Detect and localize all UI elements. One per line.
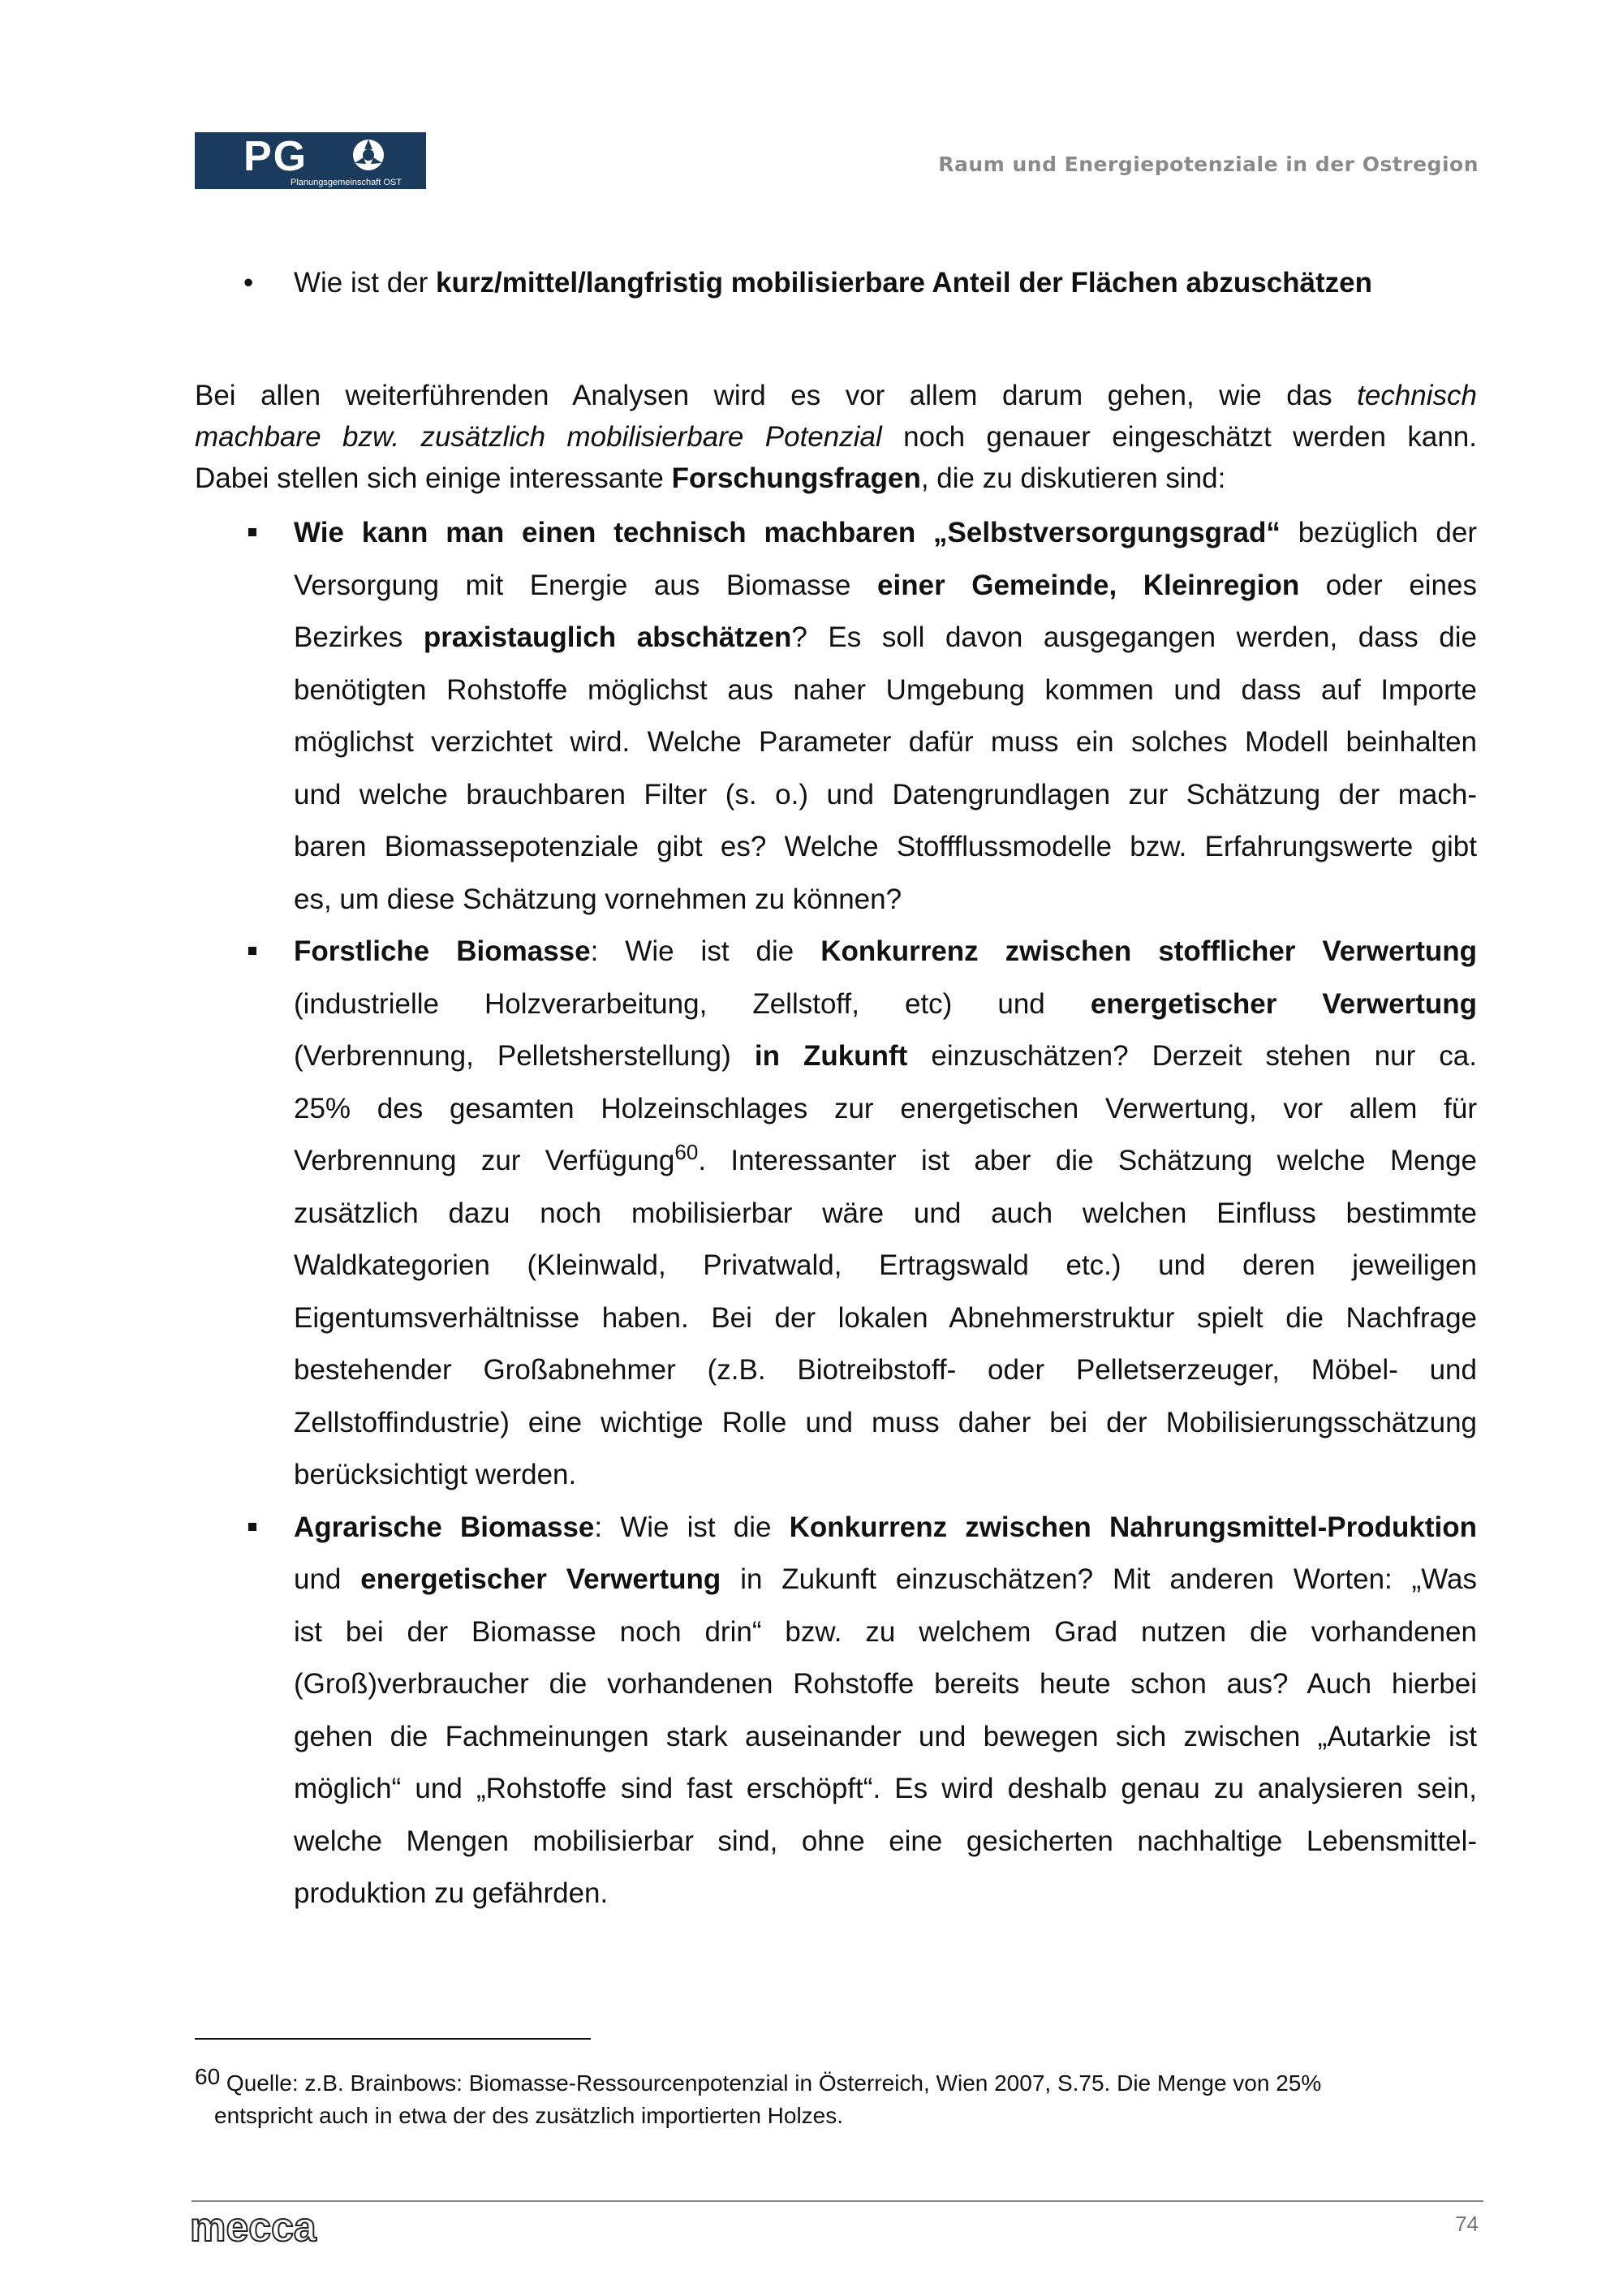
italic-run: technisch	[1357, 380, 1477, 411]
footnote-line-1: Quelle: z.B. Brainbows: Biomasse-Ressourcenpotenzial in Österreich, Wien 2007, S.75. Die Menge von 25%	[220, 2070, 1322, 2096]
bold-run: in Zukunft	[754, 1040, 908, 1072]
bold-run: energetischer Verwertung	[360, 1563, 721, 1595]
bold-run: praxistauglich abschätzen	[423, 621, 792, 653]
bold-run: einer Gemeinde, Kleinregion	[877, 569, 1300, 601]
logo-wheel-icon	[351, 137, 386, 173]
text-run: , die zu diskutieren sind:	[920, 462, 1226, 494]
text-run: Dabei stellen sich einige interessante	[195, 462, 672, 494]
item-line	[294, 560, 1477, 613]
item-line	[294, 1135, 1477, 1188]
item-line	[294, 978, 1477, 1031]
text-run: Bei allen weiterführenden Analysen wird es vor allem darum gehen, wie das	[195, 380, 1358, 411]
item-line: Waldkategorien (Kleinwald, Privatwald, Ertragswald etc.) und deren jeweiligen	[294, 1249, 1477, 1281]
text-run: : Wie ist die	[590, 935, 821, 967]
item-line	[294, 612, 1477, 664]
item-line: möglich“ und „Rohstoffe sind fast erschöpft“. Es wird deshalb genau zu analysieren sein,	[294, 1773, 1477, 1804]
pgo-logo	[195, 132, 426, 189]
text-run: in Zukunft einzuschätzen? Mit anderen Worten: „Was	[721, 1563, 1477, 1595]
text-run: . Interessanter ist aber die Schätzung welche Menge	[698, 1145, 1477, 1176]
bold-run: Agrarische Biomasse	[294, 1511, 595, 1543]
item-line: benötigten Rohstoffe möglichst aus naher Umgebung kommen und dass auf Importe	[294, 673, 1477, 706]
item-line	[294, 507, 1477, 560]
item-line: möglichst verzichtet wird. Welche Parameter dafür muss ein solches Modell beinhalten	[294, 726, 1477, 758]
lead-bold: kurz/mittel/langfristig mobilisierbare Anteil der Flächen abzuschätzen	[436, 267, 1373, 299]
footnote-number: 60	[195, 2064, 221, 2089]
text-run: (industrielle Holzverarbeitung, Zellstoff, etc) und	[294, 987, 1091, 1020]
item-line	[294, 1554, 1477, 1606]
item-line: 25% des gesamten Holzeinschlages zur energetischen Verwertung, vor allem für	[294, 1092, 1477, 1124]
italic-run: machbare bzw. zusätzlich mobilisierbare Potenzial	[195, 421, 882, 453]
item-line: zusätzlich dazu noch mobilisierbar wäre und auch welchen Einfluss bestimmte	[294, 1197, 1477, 1229]
mecca-logo	[187, 2205, 373, 2254]
list-item	[195, 507, 1477, 926]
item-line: gehen die Fachmeinungen stark auseinander und bewegen sich zwischen „Autarkie ist	[294, 1720, 1477, 1752]
text-run: Bezirkes	[294, 621, 424, 653]
footer-divider	[192, 2200, 1483, 2202]
bold-run: Wie kann man einen technisch machbaren „Selbstversorgungsgrad“	[294, 517, 1281, 548]
item-line: Eigentumsverhältnisse haben. Bei der lokalen Abnehmerstruktur spielt die Nachfrage	[294, 1301, 1477, 1334]
mecca-logo-text: mecca	[190, 2205, 316, 2250]
footnote-line-2: entspricht auch in etwa der des zusätzlich importierten Holzes.	[214, 2103, 844, 2128]
item-line	[294, 1030, 1477, 1083]
page-header-title: Raum und Energiepotenziale in der Ostregion	[938, 153, 1479, 176]
item-line: Zellstoffindustrie) eine wichtige Rolle und muss daher bei der Mobilisierungsschätzung	[294, 1406, 1477, 1438]
text-run: bezüglich der	[1280, 517, 1477, 548]
item-line	[294, 926, 1477, 978]
item-line: ist bei der Biomasse noch drin“ bzw. zu welchem Grad nutzen die vorhandenen	[294, 1615, 1477, 1648]
square-bullet-icon	[248, 947, 256, 955]
bold-run: Forstliche Biomasse	[294, 935, 591, 967]
round-bullet-icon: •	[243, 267, 254, 299]
logo-subtitle: Planungsgemeinschaft OST	[291, 178, 402, 187]
para-line	[195, 458, 1477, 499]
footnote	[195, 2064, 1493, 2132]
logo-text: PG	[243, 133, 308, 180]
item-line: welche Mengen mobilisierbar sind, ohne eine gesicherten nachhaltige Lebensmittel-	[294, 1825, 1477, 1857]
page-number: 74	[1455, 2212, 1479, 2236]
text-run: einzuschätzen? Derzeit stehen nur ca.	[907, 1040, 1477, 1072]
text-run: Versorgung mit Energie aus Biomasse	[294, 569, 878, 601]
square-bullet-icon	[248, 528, 256, 536]
bold-run: energetischer Verwertung	[1090, 987, 1477, 1020]
text-run: ? Es soll davon ausgegangen werden, dass die	[791, 621, 1477, 653]
intro-paragraph	[195, 375, 1477, 499]
footnote-ref[interactable]: 60	[674, 1140, 699, 1164]
item-line: berücksichtigt werden.	[294, 1459, 577, 1490]
lead-prefix: Wie ist der	[294, 267, 437, 299]
item-line: bestehender Großabnehmer (z.B. Biotreibstoff- oder Pelletserzeuger, Möbel- und	[294, 1354, 1477, 1386]
item-line: es, um diese Schätzung vornehmen zu können?	[294, 883, 902, 915]
text-run: : Wie ist die	[594, 1511, 790, 1543]
footnote-separator	[195, 2038, 591, 2040]
item-line: und welche brauchbaren Filter (s. o.) und Datengrundlagen zur Schätzung der mach-	[294, 778, 1477, 810]
bold-run: Konkurrenz zwischen stofflicher Verwertung	[820, 935, 1477, 967]
text-run: Verbrennung zur Verfügung	[294, 1145, 675, 1176]
item-line: produktion zu gefährden.	[294, 1877, 609, 1909]
text-run: (Verbrennung, Pelletsherstellung)	[294, 1040, 755, 1072]
text-run: oder eines	[1299, 569, 1477, 601]
item-line: (Groß)verbraucher die vorhandenen Rohstoffe bereits heute schon aus? Auch hierbei	[294, 1668, 1477, 1700]
bold-run: Forschungsfragen	[671, 462, 921, 494]
list-item	[195, 1502, 1477, 1920]
bold-run: Konkurrenz zwischen Nahrungsmittel-Produktion	[789, 1511, 1477, 1543]
research-questions-list	[195, 507, 1477, 1920]
para-line	[195, 375, 1477, 416]
text-run: noch genauer eingeschätzt werden kann.	[881, 421, 1477, 453]
item-line: baren Biomassepotenziale gibt es? Welche Stoffflussmodelle bzw. Erfahrungswerte gibt	[294, 831, 1477, 862]
para-line	[195, 416, 1477, 458]
list-item	[195, 926, 1477, 1502]
text-run: und	[294, 1563, 361, 1595]
lead-bullet-text	[294, 265, 1372, 301]
square-bullet-icon	[248, 1523, 256, 1531]
item-line	[294, 1502, 1477, 1554]
